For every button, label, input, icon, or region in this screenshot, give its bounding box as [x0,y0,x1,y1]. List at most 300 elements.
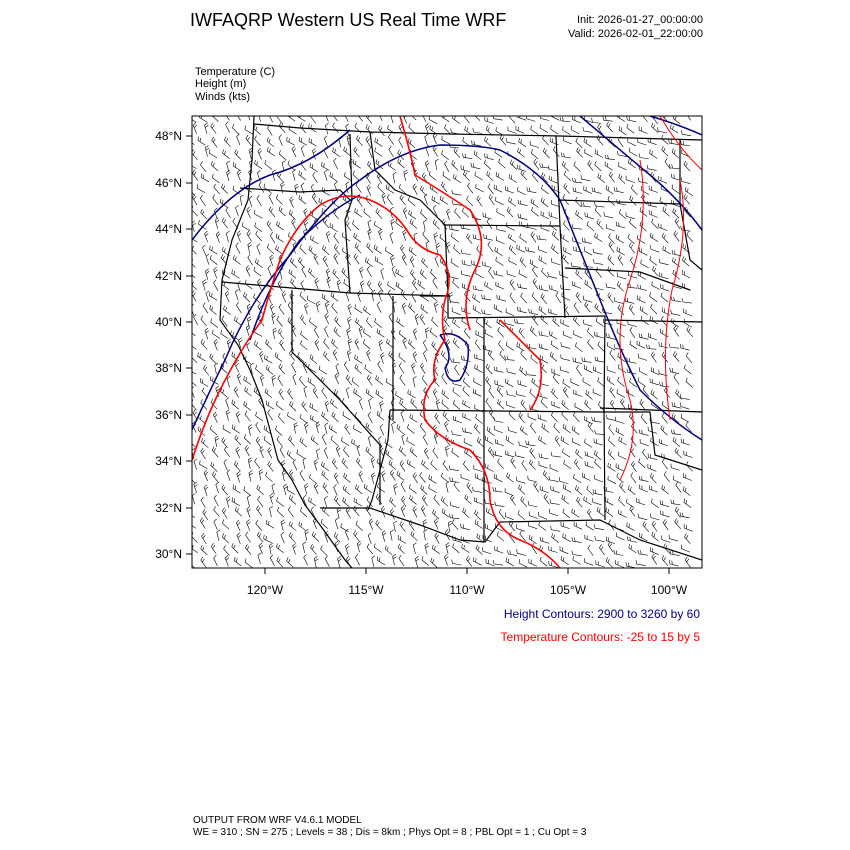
wind-barb [650,293,657,302]
wind-barb [585,302,591,313]
wind-barb [595,149,603,157]
wind-barb [299,521,306,530]
wind-barb [369,519,373,530]
wind-barb [420,363,425,374]
wind-barb [254,210,262,218]
wind-barb [616,222,625,228]
wind-barb [211,462,218,472]
wind-barb [300,414,307,423]
wind-barb [430,328,437,337]
wind-barb [597,219,603,229]
wind-barb [354,498,362,506]
wind-barb [450,477,460,482]
wind-barb [377,556,385,565]
wind-barb [540,537,549,544]
wind-barb [396,269,404,278]
wind-barb [367,281,372,292]
wind-barb [511,458,516,469]
wind-barb [355,484,362,494]
wind-barb [333,148,340,157]
wind-barb [595,536,605,542]
wind-barb [534,159,539,170]
wind-barb [300,470,305,481]
wind-barb [588,422,594,433]
wind-barb [541,224,550,231]
wind-barb [596,560,605,567]
wind-barb [604,212,614,218]
wind-barb [343,485,350,494]
wind-barb [360,267,364,278]
wind-barb [248,109,252,120]
wind-barb [254,341,261,351]
wind-barb [529,460,535,470]
wind-barb [474,354,483,360]
wind-barb [616,560,624,567]
wind-barb [344,447,350,458]
wind-barb [445,161,449,172]
wind-barb [352,439,360,448]
wind-barb [201,438,208,448]
wind-barb [505,451,514,457]
wind-barb [268,125,273,136]
wind-barb [652,266,658,276]
lon-label: 100°W [650,583,688,597]
wind-barb [597,507,604,516]
wind-barb [476,318,483,327]
lat-tick-44 [155,222,192,236]
wind-barb [235,435,241,445]
wind-barb [246,266,250,277]
wind-barb [287,486,295,495]
wind-barb [574,162,581,172]
wind-barb [355,208,363,217]
wind-barb [247,207,251,218]
wind-barb [288,389,293,400]
wind-barb [593,259,603,264]
wind-barb [527,187,537,193]
wind-barb [312,193,317,204]
wind-barb [244,376,252,385]
wind-barb [302,266,306,277]
wind-barb [541,294,547,304]
wind-barb [423,434,428,445]
wind-barb [452,308,460,315]
wind-barb [672,174,681,181]
wind-barb [199,113,207,122]
wind-barb [471,140,481,145]
wind-barb [288,412,296,421]
wind-barb [292,362,297,373]
wind-barb [214,519,218,530]
wind-barb [464,438,472,446]
wind-barb [571,126,579,134]
wind-barb [453,338,459,348]
wind-barb [313,387,318,398]
wind-barb [267,137,274,146]
wind-barb [222,437,228,447]
wind-barb [289,436,295,446]
wind-barb [216,232,220,243]
wind-barb [584,247,592,255]
wind-barb [394,484,398,495]
wind-barb [287,557,294,567]
wind-barb [278,413,284,423]
wind-barb [367,266,372,277]
wind-barb [276,401,283,410]
wind-barb [663,246,671,254]
wind-barb [453,400,460,410]
wind-barb [450,358,460,363]
wind-barb [376,390,383,399]
wind-barb [226,410,230,421]
wind-barb [446,482,449,493]
wind-barb [483,547,492,554]
wind-barb [451,258,459,267]
wind-barb [386,450,393,460]
wind-barb [256,422,261,433]
wind-barb [641,186,649,195]
wind-barb [476,330,484,338]
wind-barb [583,320,592,327]
wind-barb [281,520,285,531]
wind-barb [672,185,679,194]
wind-barb [267,221,272,232]
wind-barb [497,531,504,541]
wind-barb [531,149,538,159]
wind-barb [399,363,404,374]
wind-barb [517,549,526,555]
wind-barb [681,130,691,136]
lat-tick-42 [155,269,192,283]
wind-barb [299,195,306,204]
wind-barb [594,450,601,459]
wind-barb [486,559,495,566]
wind-barb [494,304,502,312]
wind-barb [606,537,615,544]
wind-barb [648,333,657,340]
wind-barb [434,433,438,444]
wind-barb [190,544,197,553]
wind-barb [411,531,418,541]
wind-barb [201,174,209,182]
wind-barb [276,245,283,254]
wind-barb [525,247,535,253]
wind-barb [610,387,616,398]
wind-barb [336,446,340,457]
wind-barb [400,375,405,386]
wind-barb [531,126,539,135]
wind-barb [563,379,571,388]
wind-barb [619,510,627,518]
wind-barb [442,136,450,144]
wind-barb [346,387,349,398]
wind-barb [440,196,448,205]
wind-barb [564,331,572,339]
wind-barb [593,249,603,255]
height-contour-legend: Height Contours: 2900 to 3260 by 60 [503,607,700,621]
page-title: IWFAQRP Western US Real Time WRF [190,10,507,30]
wind-barb [493,560,503,565]
wind-barb [541,398,548,408]
wind-barb [560,546,568,553]
wind-barb [272,484,275,495]
wind-barb [639,367,647,375]
wind-barb [586,521,594,530]
wind-barb [256,412,263,421]
lon-label: 110°W [449,583,485,597]
wind-barb [245,411,250,422]
wind-barb [651,352,656,363]
wind-barb [249,196,252,207]
wind-barb [392,266,396,277]
wind-barb [681,545,689,552]
wind-barb [300,438,307,448]
wind-barb [289,269,296,278]
wind-barb [662,146,668,156]
wind-barb [210,246,218,255]
wind-barb [240,195,243,206]
wind-barb [636,560,646,566]
wind-barb [520,426,527,435]
wind-barb [354,233,361,242]
wind-barb [429,475,437,484]
wind-barb [593,489,603,495]
wind-barb [505,356,515,361]
wind-barb [665,158,670,169]
wind-barb [489,268,494,279]
wind-barb [626,562,636,568]
wind-barb [436,400,440,411]
wind-barb [463,413,471,421]
wind-barb [626,499,634,508]
wind-barb [344,362,349,373]
wind-barb [640,306,648,315]
wind-barb [256,231,262,241]
wind-barb [507,222,515,230]
wind-barb [222,485,228,495]
wind-barb [671,500,681,505]
wind-barb [346,220,352,231]
wind-barb [193,194,198,205]
wind-barb [431,269,437,279]
wind-barb [474,424,480,434]
wind-barb [626,176,635,183]
wind-barb [322,412,329,422]
wind-barb [650,233,658,242]
wind-barb [305,422,309,433]
wind-barb [287,450,294,460]
height-contour-2900 [192,130,350,240]
wind-barb [671,297,681,302]
wind-barb [224,137,230,147]
wind-barb [550,352,557,362]
wind-barb [572,426,579,435]
latitude-axis [155,129,192,561]
wind-barb [675,448,682,458]
wind-barb [683,486,690,495]
wind-barb [648,464,656,471]
wind-barb [449,273,458,279]
wind-barb [540,486,549,493]
wind-barb [641,414,647,424]
wind-barb [331,436,338,446]
wind-barb [585,280,592,289]
wind-barb [260,375,264,386]
wind-barb [278,375,283,386]
wind-barb [266,340,273,350]
wind-barb [397,471,404,480]
wind-barb [257,195,262,206]
wind-barb [540,557,547,566]
wind-barb [538,414,547,421]
wind-barb [409,123,415,133]
wind-barb [209,149,217,158]
wind-barb [269,543,273,554]
id-west-border [345,134,352,293]
wind-barb [581,202,591,207]
wind-barb [539,344,548,351]
wind-barb [420,423,426,433]
wind-barb [270,506,273,517]
wind-barb [338,556,342,567]
wind-barb [299,257,305,267]
wind-barb [410,495,417,504]
wind-barb [686,378,693,388]
wind-barb [288,317,294,327]
wind-barb [234,557,241,566]
wind-barb [277,221,284,230]
lat-label: 46°N [155,176,182,190]
wind-barb [413,352,417,363]
wind-barb [496,197,504,205]
wind-barb [638,354,647,361]
wind-barb [473,305,481,314]
wind-barb [671,318,679,327]
wind-barb [550,499,560,504]
wind-barb [331,292,338,301]
wind-barb [652,281,660,289]
wind-barb [413,184,417,195]
wind-barb [214,555,218,566]
wind-barb [190,244,196,254]
wind-barb [210,255,217,264]
wind-barb [233,485,241,494]
wind-barb [398,544,405,554]
wind-barb [275,426,282,436]
wind-barb [605,497,613,505]
wind-barb [572,537,582,542]
field-label-temperature: Temperature (C) [195,66,276,78]
wind-barb [391,255,395,266]
wind-barb [608,463,616,472]
wind-barb [658,127,668,133]
wind-barb [517,165,526,172]
wind-barb [482,261,491,267]
wind-barb [594,524,604,529]
wind-barb [323,245,330,255]
wind-barb [454,148,460,158]
wind-barb [268,447,272,458]
lat-label: 40°N [155,315,182,329]
wind-barb [266,520,274,528]
wind-barb [368,435,371,446]
wind-barb [354,253,359,264]
wind-barb [499,341,505,352]
wind-barb [258,148,262,159]
wind-barb [270,304,274,315]
wind-barb [234,387,239,398]
wind-barb [334,473,339,484]
longitude-axis [247,568,688,597]
wind-barb [520,234,527,243]
wind-barb [330,399,337,409]
wind-barb [303,542,306,553]
wind-barb [215,363,218,374]
wind-barb [541,211,549,219]
wind-barb [462,544,470,553]
wind-barb [495,380,504,387]
wind-barb [321,462,328,471]
wind-barb [630,327,635,338]
wind-barb [366,505,371,516]
wind-barb [273,170,277,181]
wind-barb [257,532,263,542]
wind-barb [486,364,492,374]
wind-barb [455,365,460,376]
wind-barb [224,446,229,457]
wind-barb [374,543,381,552]
wind-barb [511,495,516,506]
wind-barb [203,280,207,291]
wind-barb [337,507,341,518]
wind-barb [407,424,414,434]
wind-barb [627,124,634,133]
wind-barb [639,458,646,468]
wind-barb [637,498,646,505]
wind-barb [332,303,338,313]
wind-barb [564,247,572,255]
wind-barb [310,415,318,424]
wind-barb [447,209,451,220]
wind-barb [301,280,305,291]
wind-barb [390,530,393,541]
wind-barb [574,459,580,470]
wind-barb [596,317,603,326]
wind-barb [352,377,359,386]
wind-barb [324,496,327,507]
wind-barb [307,296,315,304]
wind-barb [315,339,319,350]
wind-barb [342,437,350,446]
wind-barb [505,379,513,387]
wind-barb [630,340,638,349]
wind-barb [518,510,525,520]
wind-barb [356,458,362,468]
wind-barb [496,236,504,244]
wind-barb [399,137,403,148]
wind-barb [212,174,219,183]
wind-barb [353,171,360,181]
wind-barb [551,526,561,531]
lat-label: 30°N [155,547,182,561]
wind-barb [425,161,429,172]
wind-barb [650,547,658,555]
wind-barb [255,160,263,169]
wind-barb [407,460,415,469]
wind-barb [279,304,284,315]
wind-barb [449,465,459,470]
wind-barb [631,461,636,472]
